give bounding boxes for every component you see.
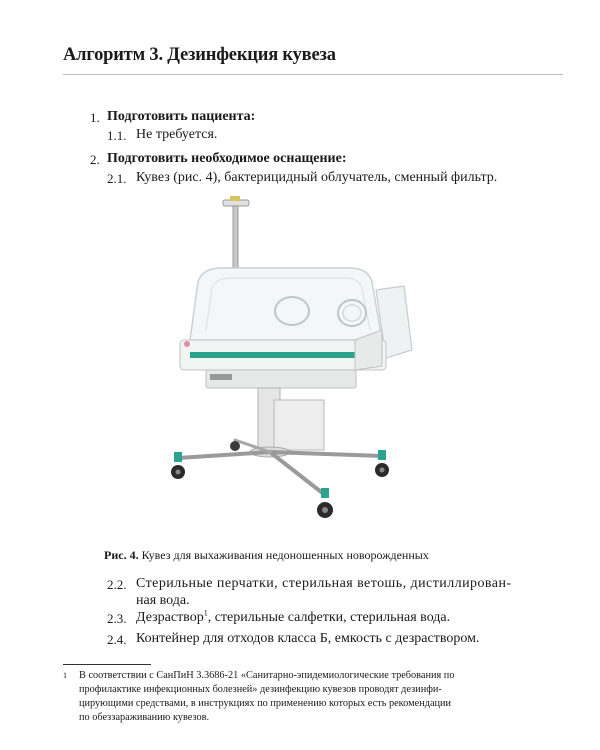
step-2-2-number: 2.2. <box>107 577 127 592</box>
step-2-1-text: Кувез (рис. 4), бактерицидный облучатель, сменный фильтр. <box>136 170 498 185</box>
step-2-4-number: 2.4. <box>107 632 127 647</box>
page-title: Алгоритм 3. Дезинфекция кувеза <box>63 45 336 65</box>
title-divider <box>63 74 563 75</box>
footnote-line-3: цирующими средствами, в инструкциях по применению которых есть рекомендации <box>79 698 452 709</box>
step-2-2-line-1: Стерильные перчатки, стерильная ветошь, дистиллирован- <box>136 576 512 591</box>
stand-housing <box>274 400 324 450</box>
leg-front <box>270 452 325 495</box>
teal-stripe <box>190 352 355 358</box>
caster-back <box>230 441 240 451</box>
indicator-light <box>184 341 190 347</box>
step-2-heading: Подготовить необходимое оснащение: <box>107 151 347 166</box>
step-2-3-text-end: , стерильные салфетки, стерильная вода. <box>207 610 451 625</box>
step-1-number: 1. <box>90 110 100 125</box>
step-2-1-number: 2.1. <box>107 171 127 186</box>
footnote-reference: 1 <box>203 608 208 618</box>
footnote-mark: 1 <box>63 671 67 680</box>
step-2-number: 2. <box>90 152 100 167</box>
drawer-handle <box>210 374 232 380</box>
pole-tray-clip <box>230 196 240 201</box>
step-2-3-text-start: Дезраствор <box>136 610 204 625</box>
footnote-line-2: профилактике инфекционных болезней» дезинфекцию кувезов проводят дезинфи- <box>79 684 442 695</box>
footnote-line-1: В соответствии с СанПиН 3.3686-21 «Санитарно-эпидемиологические требования по <box>79 670 455 681</box>
figure-caption-text: Кувез для выхаживания недоношенных новорожденных <box>141 548 429 562</box>
step-1-heading: Подготовить пациента: <box>107 109 256 124</box>
step-1-1-number: 1.1. <box>107 128 127 143</box>
figure-label: Рис. 4. <box>104 548 139 562</box>
step-2-3-number: 2.3. <box>107 611 127 626</box>
step-2-2-line-2: ная вода. <box>136 593 190 608</box>
figure-caption <box>104 548 429 563</box>
footnote-divider <box>63 664 151 665</box>
leg-right <box>270 452 382 456</box>
footnote-line-4: по обеззараживанию кувезов. <box>79 712 210 723</box>
step-2-4-text: Контейнер для отходов класса Б, емкость с дезраствором. <box>136 631 480 646</box>
step-1-1-text: Не требуется. <box>136 127 218 142</box>
incubator-figure <box>150 190 450 535</box>
step-2-3-text <box>136 609 450 627</box>
